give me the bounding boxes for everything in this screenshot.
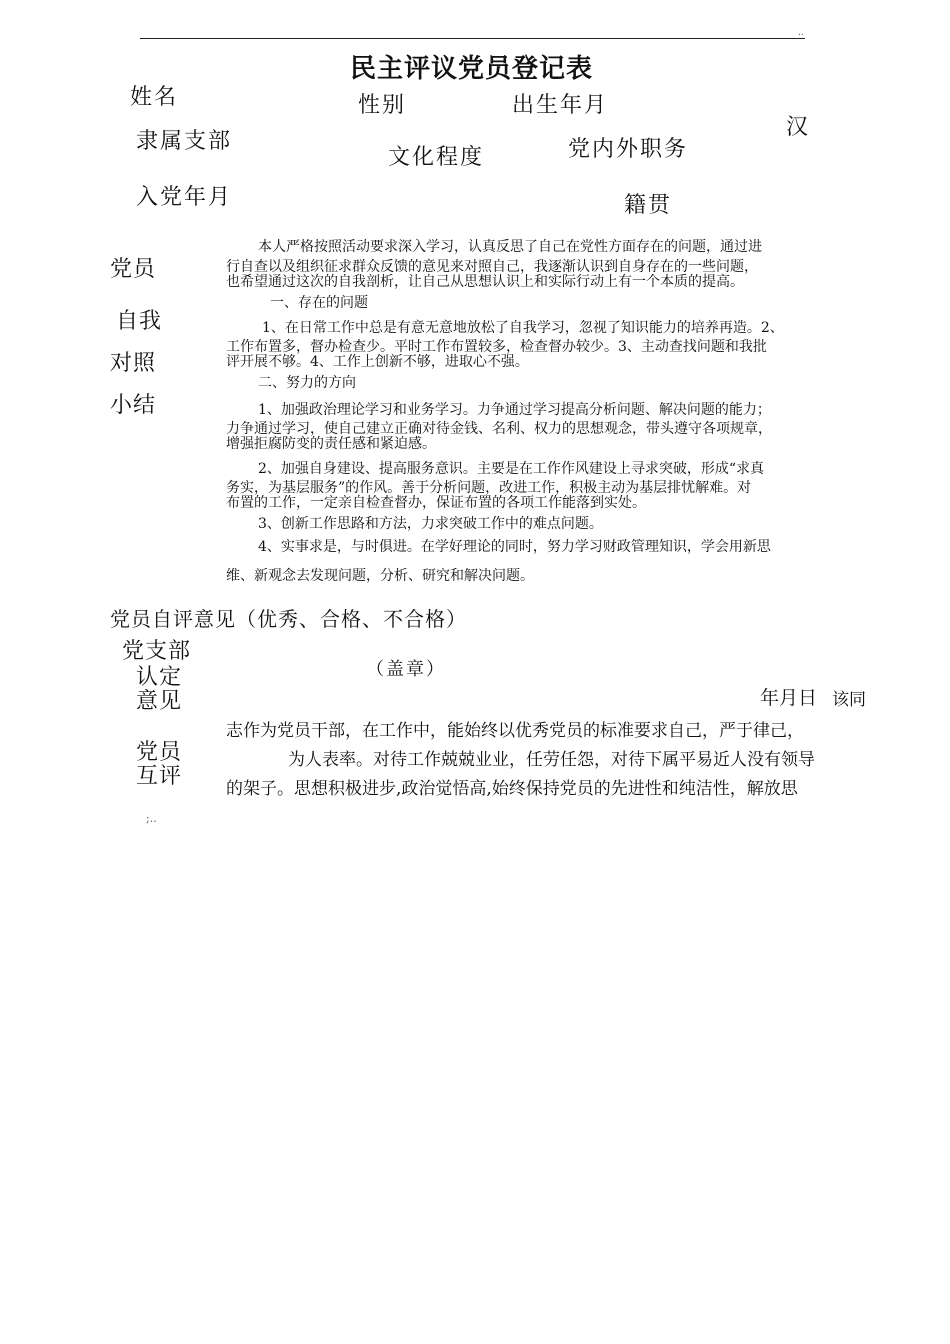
page-title: 民主评议党员登记表 — [350, 54, 594, 84]
date-label: 年月日 — [760, 687, 818, 709]
field-education-label: 文化程度 — [388, 145, 485, 170]
self-review-label-3: 对照 — [110, 351, 157, 376]
field-birth-label: 出生年月 — [512, 93, 609, 118]
problems-heading: 一、存在的问题 — [270, 295, 368, 311]
header-rule — [140, 38, 805, 39]
self-eval-line: 党员自评意见（优秀、合格、不合格） — [110, 607, 467, 631]
branch-opinion-label-3: 意见 — [136, 689, 183, 714]
direction-heading: 二、努力的方向 — [258, 375, 356, 391]
peer-review-line-3: 的架子。思想积极进步,政治觉悟高,始终保持党员的先进性和纯洁性，解放思 — [226, 779, 798, 799]
footer-marks: ;.. — [146, 812, 157, 825]
peer-review-line-2: 为人表率。对待工作兢兢业业，任劳任怨，对待下属平易近人没有领导 — [288, 750, 815, 770]
intro-line-2: 行自查以及组织征求群众反馈的意见来对照自己，我逐渐认识到自身存在的一些问题， — [226, 259, 758, 275]
field-branch-label: 隶属支部 — [136, 129, 233, 154]
field-join-date-label: 入党年月 — [136, 185, 233, 210]
intro-line-3: 也希望通过这次的自我剖析，让自己从思想认识上和实际行动上有一个本质的提高。 — [226, 274, 744, 290]
branch-opinion-label-2: 认定 — [136, 665, 183, 690]
intro-line-1: 本人严格按照活动要求深入学习，认真反思了自己在党性方面存在的问题，通过进 — [258, 239, 762, 255]
problems-line-1: 1、在日常工作中总是有意无意地放松了自我学习，忽视了知识能力的培养再造。2、 — [262, 320, 784, 336]
direction-1-line-3: 增强拒腐防变的责任感和紧迫感。 — [226, 436, 436, 452]
direction-2-line-3: 布置的工作，一定亲自检查督办，保证布置的各项工作能落到实处。 — [226, 495, 646, 511]
problems-line-2: 工作布置多，督办检查少。平时工作布置较多，检查督办较少。3、主动查找问题和我批 — [226, 339, 767, 355]
direction-3: 3、创新工作思路和方法，力求突破工作中的难点问题。 — [258, 516, 603, 532]
seal-mark: （盖章） — [366, 659, 446, 680]
direction-1-line-1: 1、加强政治理论学习和业务学习。力争通过学习提高分析问题、解决问题的能力； — [258, 402, 771, 418]
field-position-label: 党内外职务 — [568, 137, 689, 162]
peer-review-start: 该同 — [832, 690, 866, 710]
header-dots: .. — [798, 28, 804, 38]
direction-4-line-2: 维、新观念去发现问题，分析、研究和解决问题。 — [226, 568, 534, 584]
field-name-label: 姓名 — [130, 85, 179, 110]
direction-1-line-2: 力争通过学习，使自己建立正确对待金钱、名利、权力的思想观念，带头遵守各项规章， — [226, 421, 772, 437]
direction-2-line-2: 务实，为基层服务”的作风。善于分析问题，改进工作，积极主动为基层排忧解难。对 — [226, 480, 752, 496]
self-review-label-4: 小结 — [110, 393, 157, 418]
peer-review-line-1: 志作为党员干部，在工作中，能始终以优秀党员的标准要求自己，严于律己， — [226, 721, 804, 741]
self-review-label-2: 自我 — [116, 309, 163, 334]
field-native-label: 籍贯 — [624, 193, 673, 218]
peer-review-label-1: 党员 — [136, 740, 183, 765]
self-review-label-1: 党员 — [110, 257, 157, 282]
direction-4-line-1: 4、实事求是，与时俱进。在学好理论的同时，努力学习财政管理知识，学会用新思 — [258, 539, 771, 555]
peer-review-label-2: 互评 — [136, 764, 183, 789]
direction-2-line-1: 2、加强自身建设、提高服务意识。主要是在工作作风建设上寻求突破，形成“求真 — [258, 461, 765, 477]
branch-opinion-label-1: 党支部 — [122, 639, 192, 664]
problems-line-3: 评开展不够。4、工作上创新不够，进取心不强。 — [226, 354, 529, 370]
field-gender-label: 性别 — [358, 93, 407, 118]
field-ethnic-value: 汉 — [786, 115, 811, 140]
